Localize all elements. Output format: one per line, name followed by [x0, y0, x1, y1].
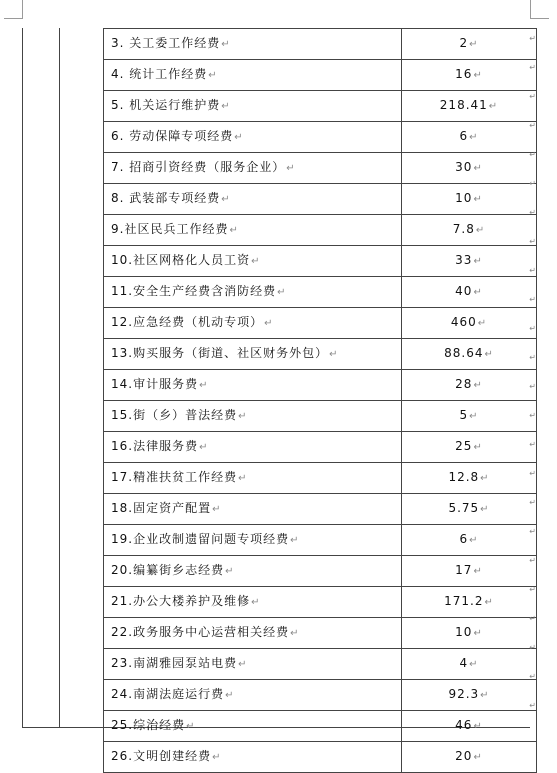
expense-item-name: 12.应急经费（机动专项）: [111, 315, 264, 329]
row-end-mark-icon: ↵: [529, 237, 536, 246]
expense-item-cell[interactable]: [104, 308, 402, 339]
expense-item-cell[interactable]: [104, 649, 402, 680]
row-end-mark-icon: ↵: [529, 266, 536, 275]
expense-item-cell[interactable]: [104, 680, 402, 711]
budget-items-table: [103, 28, 537, 773]
row-end-mark-icon: ↵: [529, 34, 536, 43]
expense-item-cell[interactable]: [104, 215, 402, 246]
expense-item-cell[interactable]: [104, 277, 402, 308]
paragraph-mark-icon: ↵: [469, 659, 479, 670]
paragraph-mark-icon: ↵: [221, 194, 231, 205]
expense-item-cell[interactable]: [104, 246, 402, 277]
paragraph-mark-icon: ↵: [469, 132, 479, 143]
table-left-border: [22, 28, 23, 728]
paragraph-mark-icon: ↵: [477, 318, 488, 329]
table-row: [104, 618, 537, 649]
paragraph-mark-icon: ↵: [238, 473, 248, 484]
expense-item-cell[interactable]: [104, 339, 402, 370]
paragraph-mark-icon: ↵: [480, 690, 490, 701]
expense-item-name: 20.编纂街乡志经费: [111, 563, 225, 577]
row-end-mark-icon: ↵: [529, 527, 536, 536]
paragraph-mark-icon: ↵: [484, 349, 494, 360]
amount-cell[interactable]: [402, 215, 537, 246]
amount-value: 30: [455, 160, 473, 174]
amount-value: 6: [459, 129, 469, 143]
paragraph-mark-icon: ↵: [473, 380, 483, 391]
expense-item-cell[interactable]: [104, 60, 402, 91]
expense-item-cell[interactable]: [104, 432, 402, 463]
table-row: [104, 463, 537, 494]
amount-cell[interactable]: [402, 587, 537, 618]
expense-item-name: 9.社区民兵工作经费: [111, 222, 229, 236]
amount-value: 88.64: [444, 346, 484, 360]
table-row: [104, 432, 537, 463]
amount-cell[interactable]: [402, 649, 537, 680]
amount-cell[interactable]: [402, 60, 537, 91]
paragraph-mark-icon: ↵: [225, 690, 235, 701]
amount-cell[interactable]: [402, 463, 537, 494]
expense-item-name: 25.综治经费: [111, 718, 186, 732]
amount-value: 7.8: [452, 222, 475, 236]
paragraph-mark-icon: ↵: [199, 380, 209, 391]
paragraph-mark-icon: ↵: [225, 566, 235, 577]
paragraph-mark-icon: ↵: [199, 442, 209, 453]
paragraph-mark-icon: ↵: [212, 504, 222, 515]
amount-cell[interactable]: [402, 308, 537, 339]
row-end-mark-icon: ↵: [529, 701, 536, 710]
paragraph-mark-icon: ↵: [473, 194, 483, 205]
paragraph-mark-icon: ↵: [290, 535, 300, 546]
crop-mark-top-right-vertical: [530, 0, 531, 18]
paragraph-mark-icon: ↵: [286, 163, 296, 174]
table-row: [104, 277, 537, 308]
paragraph-mark-icon: ↵: [473, 628, 483, 639]
expense-item-name: 7. 招商引资经费（服务企业）: [111, 160, 286, 174]
expense-item-name: 10.社区网格化人员工资: [111, 253, 251, 267]
paragraph-mark-icon: ↵: [473, 752, 483, 763]
amount-cell[interactable]: [402, 370, 537, 401]
paragraph-mark-icon: ↵: [264, 318, 274, 329]
row-end-mark-icon: ↵: [529, 150, 536, 159]
expense-item-name: 16.法律服务费: [111, 439, 199, 453]
paragraph-mark-icon: ↵: [234, 132, 244, 143]
amount-value: 28: [455, 377, 473, 391]
amount-cell[interactable]: [402, 432, 537, 463]
amount-value: 5: [459, 408, 469, 422]
table-column-divider-1: [59, 28, 60, 727]
row-end-mark-icon: ↵: [529, 295, 536, 304]
expense-item-name: 19.企业改制遗留问题专项经费: [111, 532, 290, 546]
paragraph-mark-icon: ↵: [475, 225, 486, 236]
expense-item-name: 22.政务服务中心运营相关经费: [111, 625, 290, 639]
amount-cell[interactable]: [402, 525, 537, 556]
row-end-mark-icon: ↵: [529, 498, 536, 507]
amount-cell[interactable]: [402, 680, 537, 711]
paragraph-mark-icon: ↵: [221, 101, 231, 112]
amount-value: 25: [455, 439, 473, 453]
expense-item-name: 5. 机关运行维护费: [111, 98, 221, 112]
row-end-mark-icon: ↵: [529, 643, 536, 652]
amount-cell[interactable]: [402, 29, 537, 60]
row-end-mark-icon: ↵: [529, 585, 536, 594]
table-row: [104, 494, 537, 525]
table-row: [104, 525, 537, 556]
table-row: [104, 122, 537, 153]
paragraph-mark-icon: ↵: [238, 659, 248, 670]
paragraph-mark-icon: ↵: [480, 504, 490, 515]
amount-cell[interactable]: [402, 618, 537, 649]
row-end-mark-icon: ↵: [529, 92, 536, 101]
row-end-mark-icon: ↵: [529, 121, 536, 130]
amount-cell[interactable]: [402, 277, 537, 308]
expense-item-cell[interactable]: [104, 618, 402, 649]
expense-item-name: 15.街（乡）普法经费: [111, 408, 238, 422]
table-row: [104, 711, 537, 742]
expense-item-cell[interactable]: [104, 587, 402, 618]
paragraph-mark-icon: ↵: [469, 411, 479, 422]
paragraph-mark-icon: ↵: [488, 101, 499, 112]
table-row: [104, 370, 537, 401]
expense-item-name: 26.文明创建经费: [111, 749, 212, 763]
amount-value: 17: [455, 563, 473, 577]
amount-value: 40: [455, 284, 473, 298]
table-row: [104, 587, 537, 618]
paragraph-mark-icon: ↵: [329, 349, 339, 360]
table-row: [104, 29, 537, 60]
crop-mark-top-left-vertical: [22, 0, 23, 18]
expense-item-cell[interactable]: [104, 401, 402, 432]
table-row: [104, 246, 537, 277]
amount-cell[interactable]: [402, 742, 537, 773]
amount-cell[interactable]: [402, 91, 537, 122]
amount-value: 5.75: [448, 501, 480, 515]
table-row: [104, 556, 537, 587]
expense-item-cell[interactable]: [104, 370, 402, 401]
amount-value: 46: [455, 718, 473, 732]
expense-item-name: 18.固定资产配置: [111, 501, 212, 515]
table-row: [104, 339, 537, 370]
table-row: [104, 153, 537, 184]
paragraph-mark-icon: ↵: [484, 597, 494, 608]
expense-item-cell[interactable]: [104, 91, 402, 122]
paragraph-mark-icon: ↵: [229, 225, 239, 236]
amount-value: 171.2: [444, 594, 484, 608]
expense-item-name: 21.办公大楼养护及维修: [111, 594, 251, 608]
row-end-mark-icon: ↵: [529, 556, 536, 565]
expense-item-name: 24.南湖法庭运行费: [111, 687, 225, 701]
expense-item-cell[interactable]: [104, 556, 402, 587]
table-row: [104, 308, 537, 339]
expense-item-name: 17.精准扶贫工作经费: [111, 470, 238, 484]
paragraph-mark-icon: ↵: [473, 70, 483, 81]
amount-cell[interactable]: [402, 556, 537, 587]
paragraph-mark-icon: ↵: [473, 442, 483, 453]
table-row: [104, 742, 537, 773]
expense-item-name: 8. 武装部专项经费: [111, 191, 221, 205]
amount-value: 2: [459, 36, 469, 50]
expense-item-name: 13.购买服务（街道、社区财务外包）: [111, 346, 329, 360]
table-row: [104, 215, 537, 246]
amount-cell[interactable]: [402, 494, 537, 525]
row-end-mark-icon: ↵: [529, 324, 536, 333]
expense-item-name: 4. 统计工作经费: [111, 67, 208, 81]
expense-item-cell[interactable]: [104, 742, 402, 773]
amount-cell[interactable]: [402, 122, 537, 153]
paragraph-mark-icon: ↵: [251, 256, 261, 267]
paragraph-mark-icon: ↵: [186, 721, 196, 732]
amount-cell[interactable]: [402, 711, 537, 742]
row-end-mark-icon: ↵: [529, 63, 536, 72]
paragraph-mark-icon: ↵: [473, 163, 483, 174]
expense-item-cell[interactable]: [104, 711, 402, 742]
expense-item-cell[interactable]: [104, 525, 402, 556]
table-row: [104, 184, 537, 215]
table-row: [104, 91, 537, 122]
amount-value: 10: [455, 625, 473, 639]
paragraph-mark-icon: ↵: [473, 287, 483, 298]
amount-value: 20: [455, 749, 473, 763]
paragraph-mark-icon: ↵: [480, 473, 490, 484]
expense-item-cell[interactable]: [104, 184, 402, 215]
table-row: [104, 649, 537, 680]
row-end-mark-icon: ↵: [529, 440, 536, 449]
amount-value: 16: [455, 67, 473, 81]
table-row: [104, 680, 537, 711]
row-end-mark-icon: ↵: [529, 614, 536, 623]
paragraph-mark-icon: ↵: [251, 597, 261, 608]
table-row: [104, 401, 537, 432]
row-end-mark-icon: ↵: [529, 353, 536, 362]
amount-value: 4: [459, 656, 469, 670]
expense-item-cell[interactable]: [104, 463, 402, 494]
row-end-mark-icon: ↵: [529, 382, 536, 391]
paragraph-mark-icon: ↵: [469, 39, 479, 50]
expense-item-cell[interactable]: [104, 122, 402, 153]
expense-item-cell[interactable]: [104, 153, 402, 184]
paragraph-mark-icon: ↵: [473, 256, 483, 267]
amount-cell[interactable]: [402, 339, 537, 370]
table-row: [104, 60, 537, 91]
row-end-mark-icon: ↵: [529, 469, 536, 478]
amount-value: 10: [455, 191, 473, 205]
amount-value: 218.41: [439, 98, 488, 112]
amount-cell[interactable]: [402, 401, 537, 432]
expense-item-name: 23.南湖雅园泵站电费: [111, 656, 238, 670]
amount-value: 92.3: [448, 687, 480, 701]
row-end-mark-icon: ↵: [529, 208, 536, 217]
expense-item-name: 3. 关工委工作经费: [111, 36, 221, 50]
paragraph-mark-icon: ↵: [208, 70, 218, 81]
amount-cell[interactable]: [402, 246, 537, 277]
amount-value: 33: [455, 253, 473, 267]
expense-item-name: 11.安全生产经费含消防经费: [111, 284, 277, 298]
expense-item-name: 6. 劳动保障专项经费: [111, 129, 234, 143]
expense-item-cell[interactable]: [104, 29, 402, 60]
paragraph-mark-icon: ↵: [238, 411, 248, 422]
amount-value: 12.8: [448, 470, 480, 484]
row-end-mark-icon: ↵: [529, 672, 536, 681]
paragraph-mark-icon: ↵: [469, 535, 479, 546]
expense-item-name: 14.审计服务费: [111, 377, 199, 391]
row-end-mark-icon: ↵: [529, 179, 536, 188]
crop-mark-top-right-horizontal: [530, 18, 549, 19]
paragraph-mark-icon: ↵: [290, 628, 300, 639]
amount-value: 6: [459, 532, 469, 546]
amount-value: 460: [450, 315, 477, 329]
paragraph-mark-icon: ↵: [473, 721, 483, 732]
expense-item-cell[interactable]: [104, 494, 402, 525]
amount-cell[interactable]: [402, 184, 537, 215]
row-end-mark-icon: ↵: [529, 411, 536, 420]
paragraph-mark-icon: ↵: [473, 566, 483, 577]
paragraph-mark-icon: ↵: [212, 752, 222, 763]
amount-cell[interactable]: [402, 153, 537, 184]
paragraph-mark-icon: ↵: [221, 39, 231, 50]
crop-mark-top-left-horizontal: [4, 18, 23, 19]
budget-items-body: [104, 29, 537, 773]
paragraph-mark-icon: ↵: [277, 287, 287, 298]
